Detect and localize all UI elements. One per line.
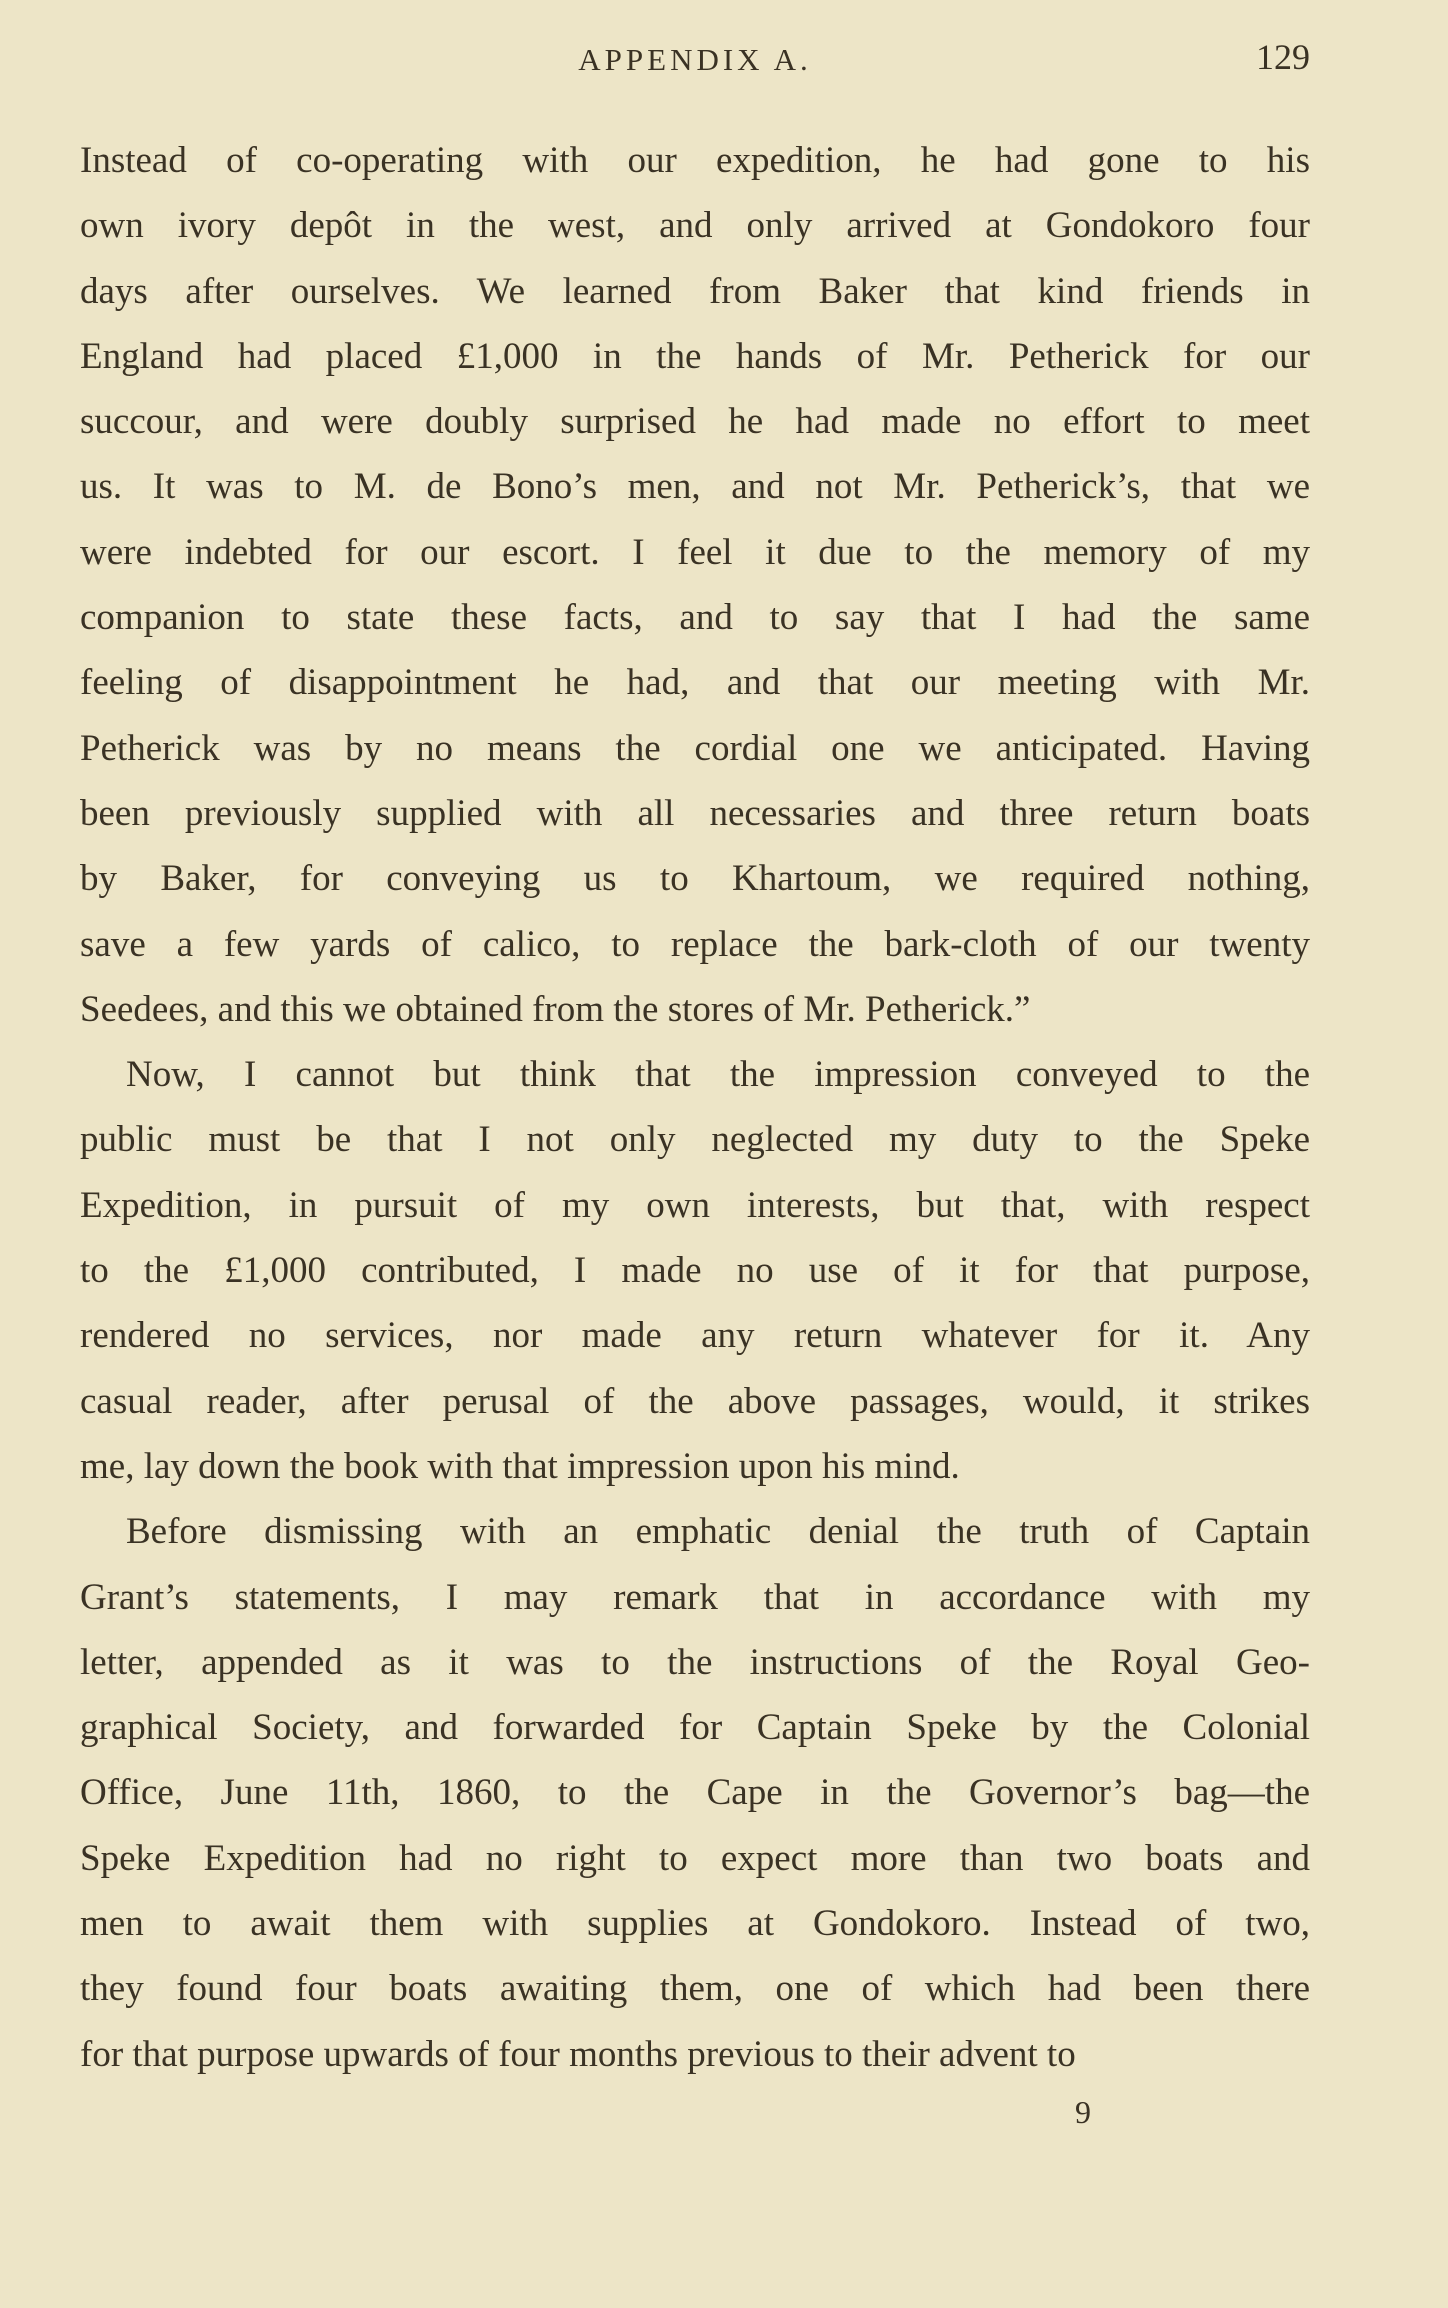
running-head [80, 36, 1310, 86]
text-line: for that purpose upwards of four months previous to their advent to [80, 2033, 1076, 2075]
signature-mark: 9 [1075, 2094, 1091, 2130]
text-line: England had placed £1,000 in the hands of Mr. Petherick for our [80, 335, 1310, 377]
text-line: they found four boats awaiting them, one of which had been there [80, 1968, 1310, 2010]
text-line: casual reader, after perusal of the above passages, would, it strikes [80, 1380, 1310, 1422]
text-line: save a few yards of calico, to replace the bark-cloth of our twenty [80, 923, 1310, 965]
text-line: graphical Society, and forwarded for Captain Speke by the Colonial [80, 1707, 1310, 1749]
text-line: days after ourselves. We learned from Baker that kind friends in [80, 270, 1310, 312]
text-line: Petherick was by no means the cordial one we anticipated. Having [80, 727, 1310, 769]
text-line: Seedees, and this we obtained from the stores of Mr. Petherick.” [80, 988, 1031, 1030]
paragraph [80, 1499, 1310, 2087]
text-line: Now, I cannot but think that the impression conveyed to the [126, 1054, 1310, 1096]
body-text [80, 128, 1310, 2087]
text-line: me, lay down the book with that impression upon his mind. [80, 1445, 960, 1487]
text-line: Grant’s statements, I may remark that in accordance with my [80, 1576, 1310, 1618]
text-line: rendered no services, nor made any return whatever for it. Any [80, 1315, 1310, 1357]
text-line: Office, June 11th, 1860, to the Cape in the Governor’s bag—the [80, 1772, 1310, 1814]
text-line: Expedition, in pursuit of my own interests, but that, with respect [80, 1184, 1310, 1226]
text-line: Before dismissing with an emphatic denial the truth of Captain [126, 1511, 1310, 1553]
text-line: us. It was to M. de Bono’s men, and not Mr. Petherick’s, that we [80, 466, 1310, 508]
text-line: to the £1,000 contributed, I made no use of it for that purpose, [80, 1250, 1310, 1292]
text-line: succour, and were doubly surprised he had made no effort to meet [80, 401, 1310, 443]
text-line: Instead of co-operating with our expedition, he had gone to his [80, 140, 1310, 181]
text-line: letter, appended as it was to the instructions of the Royal Geo- [80, 1641, 1310, 1683]
text-line: feeling of disappointment he had, and that our meeting with Mr. [80, 662, 1310, 704]
paragraph [80, 1042, 1310, 1499]
text-line: companion to state these facts, and to say that I had the same [80, 597, 1310, 639]
text-line: Speke Expedition had no right to expect more than two boats and [80, 1837, 1310, 1879]
text-line: public must be that I not only neglected my duty to the Speke [80, 1119, 1310, 1161]
text-line: by Baker, for conveying us to Khartoum, we required nothing, [80, 858, 1310, 900]
text-line: own ivory depôt in the west, and only arrived at Gondokoro four [80, 205, 1310, 247]
text-line: were indebted for our escort. I feel it due to the memory of my [80, 531, 1310, 573]
page-number: 129 [1256, 37, 1310, 77]
text-line: men to await them with supplies at Gondokoro. Instead of two, [80, 1903, 1310, 1945]
header-title: APPENDIX A. [578, 42, 812, 77]
paragraph [80, 128, 1310, 1042]
text-line: been previously supplied with all necessaries and three return boats [80, 792, 1310, 834]
